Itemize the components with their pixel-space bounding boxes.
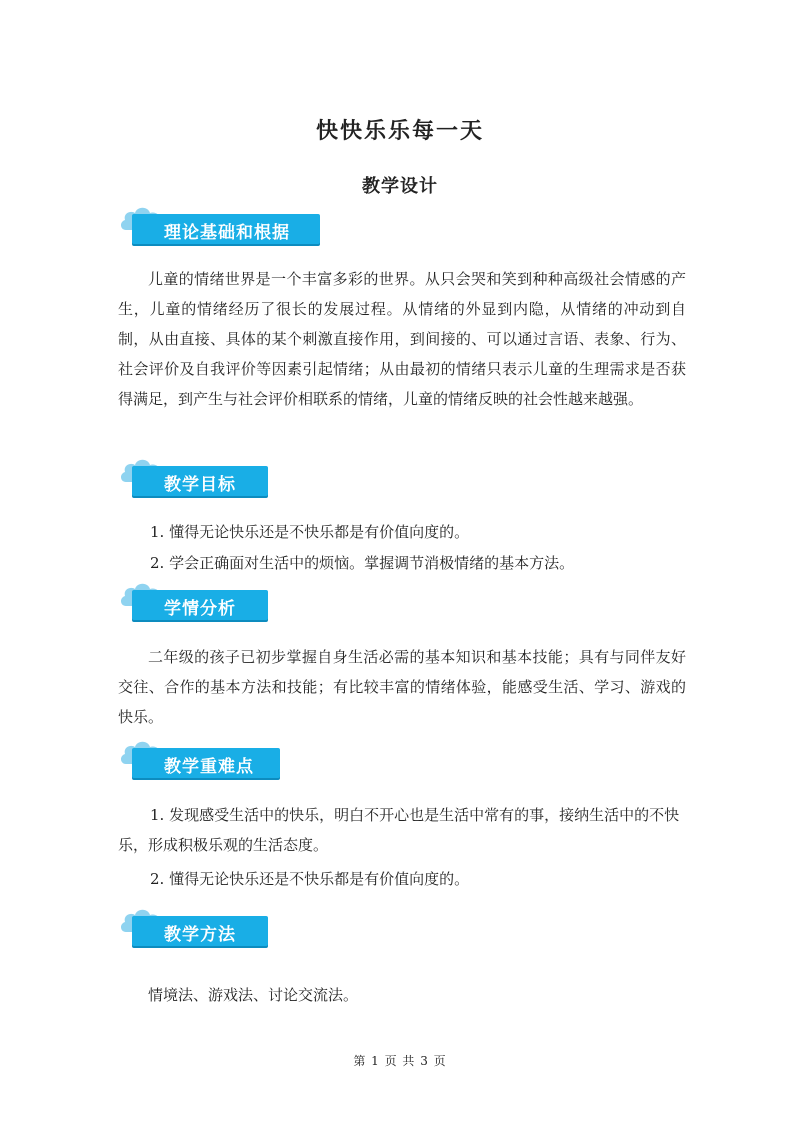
section-heading: 教学方法 [164, 925, 236, 945]
paragraph-methods: 情境法、游戏法、讨论交流法。 [148, 986, 359, 1004]
section-heading: 学情分析 [164, 599, 236, 619]
page-subtitle: 教学设计 [362, 176, 438, 197]
paragraph-theory: 儿童的情绪世界是一个丰富多彩的世界。从只会哭和笑到种种高级社会情感的产生，儿童的情绪经历了很长的发展过程。从情绪的外显到内隐，从情绪的冲动到自制，从由直接、具体的某个刺激直接作用，到间接的、可以通过言语、表象、行为、社会评价及自我评价等因素引起情绪；从由最初的情绪只表示儿童的生理需求是否获得满足，到产生与社会评价相联系的情绪，儿童的情绪反映的社会性越来越强。 [118, 270, 686, 408]
page-number: 第 1 页 共 3 页 [353, 1054, 447, 1068]
page-title: 快快乐乐每一天 [315, 118, 484, 144]
section-heading: 教学目标 [164, 475, 236, 495]
list-item: 2. 学会正确面对生活中的烦恼。掌握调节消极情绪的基本方法。 [150, 554, 575, 572]
paragraph-analysis: 二年级的孩子已初步掌握自身生活必需的基本知识和基本技能；具有与同伴友好交往、合作的基本方法和技能；有比较丰富的情绪体验，能感受生活、学习、游戏的快乐。 [118, 648, 686, 726]
list-item: 1. 懂得无论快乐还是不快乐都是有价值向度的。 [150, 523, 470, 541]
section-heading: 教学重难点 [164, 757, 254, 777]
list-item: 2. 懂得无论快乐还是不快乐都是有价值向度的。 [150, 870, 470, 888]
section-heading: 理论基础和根据 [164, 223, 290, 243]
list-item: 1. 发现感受生活中的快乐，明白不开心也是生活中常有的事，接纳生活中的不快乐，形成积极乐观的生活态度。 [118, 806, 680, 854]
